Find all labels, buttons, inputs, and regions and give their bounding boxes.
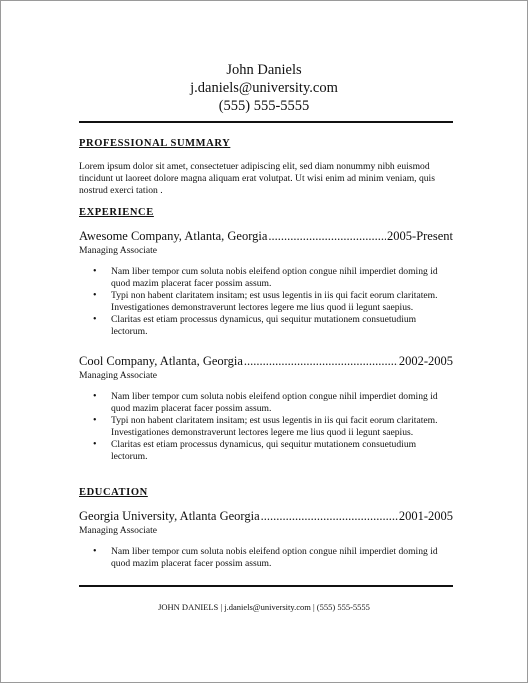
education-1-role: Managing Associate xyxy=(79,525,158,536)
job-2-line xyxy=(79,354,453,369)
job-1-line xyxy=(79,229,453,244)
candidate-phone: (555) 555-5555 xyxy=(218,98,310,114)
bullet-item: • Typi non habent claritatem insitam; est usus legentis in iis qui facit eorum claritatem. Investigationes demonstraverunt lectores legere me lius quod ii legunt saepius. xyxy=(79,415,453,439)
job-2-role: Managing Associate xyxy=(79,370,158,381)
bullet-item: • Nam liber tempor cum soluta nobis eleifend option congue nihil imperdiet doming id quod mazim placerat facer possim assum. xyxy=(79,391,453,415)
footer-divider xyxy=(79,585,453,587)
candidate-name: John Daniels xyxy=(226,62,302,78)
education-1-line xyxy=(79,509,453,524)
summary-text: Lorem ipsum dolor sit amet, consectetuer adipiscing elit, sed diam nonummy nibh euismod tincidunt ut laoreet dolore magna aliquam erat volutpat. Ut wisi enim ad minim veniam, quis nostrud exerci tation . xyxy=(79,161,435,196)
leader-dots xyxy=(244,354,398,369)
education-1-bullets xyxy=(79,546,453,570)
candidate-email: j.daniels@university.com xyxy=(190,80,338,96)
job-2-dates: 2002-2005 xyxy=(398,354,453,368)
job-2-bullets xyxy=(79,391,453,463)
job-1-company: Awesome Company, Atlanta, Georgia xyxy=(79,229,268,243)
education-heading: EDUCATION xyxy=(79,487,148,498)
experience-heading: EXPERIENCE xyxy=(79,207,154,218)
resume-header xyxy=(1,61,527,115)
bullet-item: • Nam liber tempor cum soluta nobis eleifend option congue nihil imperdiet doming id quod mazim placerat facer possim assum. xyxy=(79,266,453,290)
job-2-company: Cool Company, Atlanta, Georgia xyxy=(79,354,243,368)
education-1-school: Georgia University, Atlanta Georgia xyxy=(79,509,260,523)
bullet-item: • Claritas est etiam processus dynamicus, qui sequitur mutationem consuetudium lectorum. xyxy=(79,314,453,338)
bullet-item: • Typi non habent claritatem insitam; est usus legentis in iis qui facit eorum claritatem. Investigationes demonstraverunt lectores legere me lius quod ii legunt saepius. xyxy=(79,290,453,314)
education-1-dates: 2001-2005 xyxy=(398,509,453,523)
job-1-bullets xyxy=(79,266,453,338)
job-1-dates: 2005-Present xyxy=(387,229,453,243)
resume-footer: JOHN DANIELS | j.daniels@university.com | (555) 555-5555 xyxy=(158,602,370,612)
header-divider xyxy=(79,121,453,123)
bullet-item: • Nam liber tempor cum soluta nobis eleifend option congue nihil imperdiet doming id quod mazim placerat facer possim assum. xyxy=(79,546,453,570)
leader-dots xyxy=(268,229,386,244)
summary-heading: PROFESSIONAL SUMMARY xyxy=(79,138,231,149)
leader-dots xyxy=(261,509,398,524)
job-1-role: Managing Associate xyxy=(79,245,158,256)
bullet-item: • Claritas est etiam processus dynamicus, qui sequitur mutationem consuetudium lectorum. xyxy=(79,439,453,463)
